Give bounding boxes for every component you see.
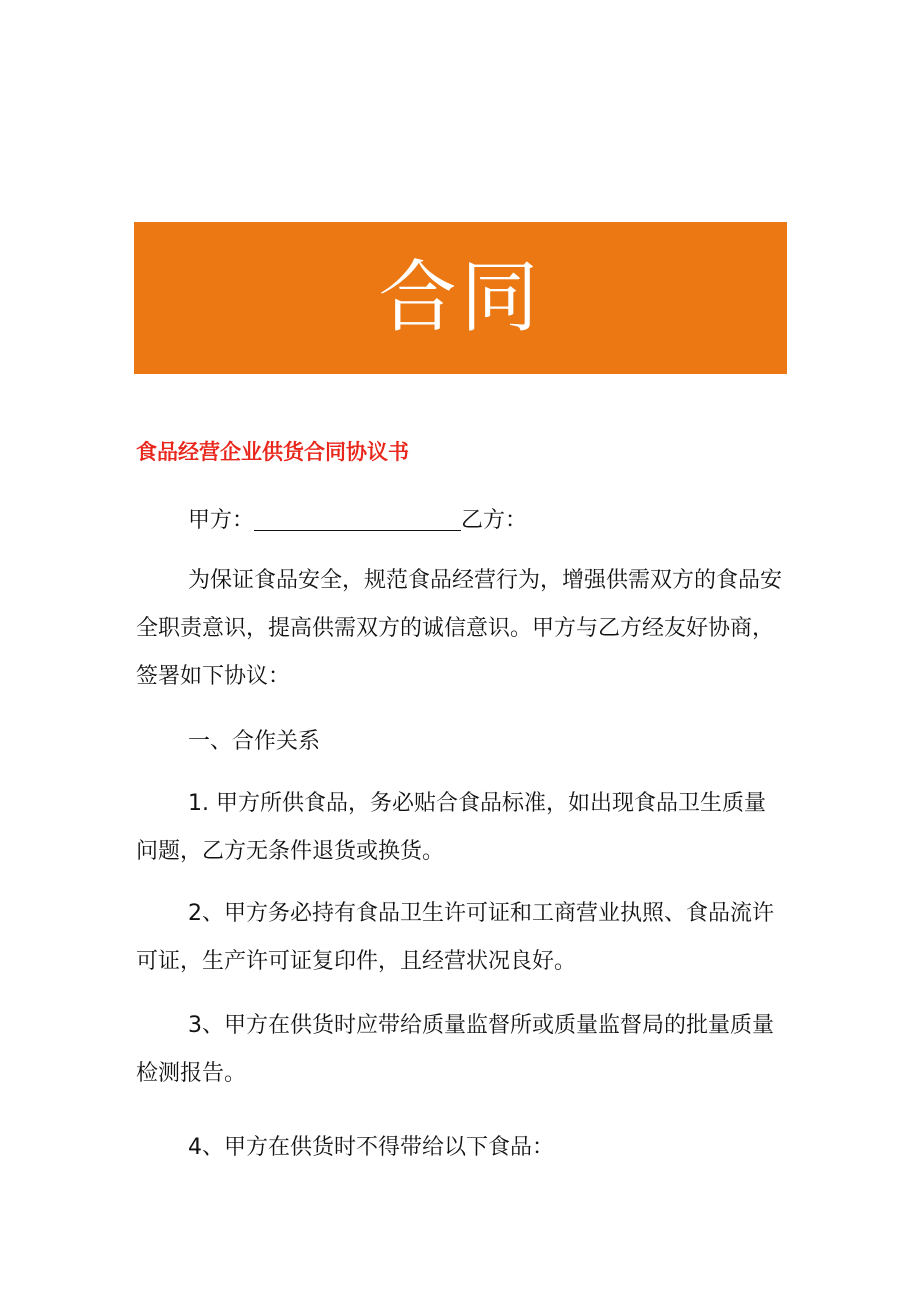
title-banner [134,222,787,374]
banner-title: 合同 [378,253,543,343]
clause-item: 1. 甲方所供食品，务必贴合食品标准，如出现食品卫生质量问题，乙方无条件退货或换货。 [136,791,766,864]
intro-paragraph: 为保证食品安全，规范食品经营行为，增强供需双方的食品安全职责意识，提高供需双方的诚信意识。甲方与乙方经友好协商，签署如下协议： [136,568,783,689]
clause-item: 3、甲方在供货时应带给质量监督所或质量监督局的批量质量检测报告。 [136,1013,774,1086]
party-b-label: 乙方： [461,508,528,533]
section-heading: 一、合作关系 [188,729,321,754]
parties-line [136,497,786,545]
clause-item: 4、甲方在供货时不得带给以下食品： [188,1135,554,1160]
document-title: 食品经营企业供货合同协议书 [136,440,409,464]
party-a-label: 甲方： [188,508,255,533]
clause-item: 2、甲方务必持有食品卫生许可证和工商营业执照、食品流许可证，生产许可证复印件，且经营状况良好。 [136,901,774,974]
party-a-blank [254,502,461,531]
